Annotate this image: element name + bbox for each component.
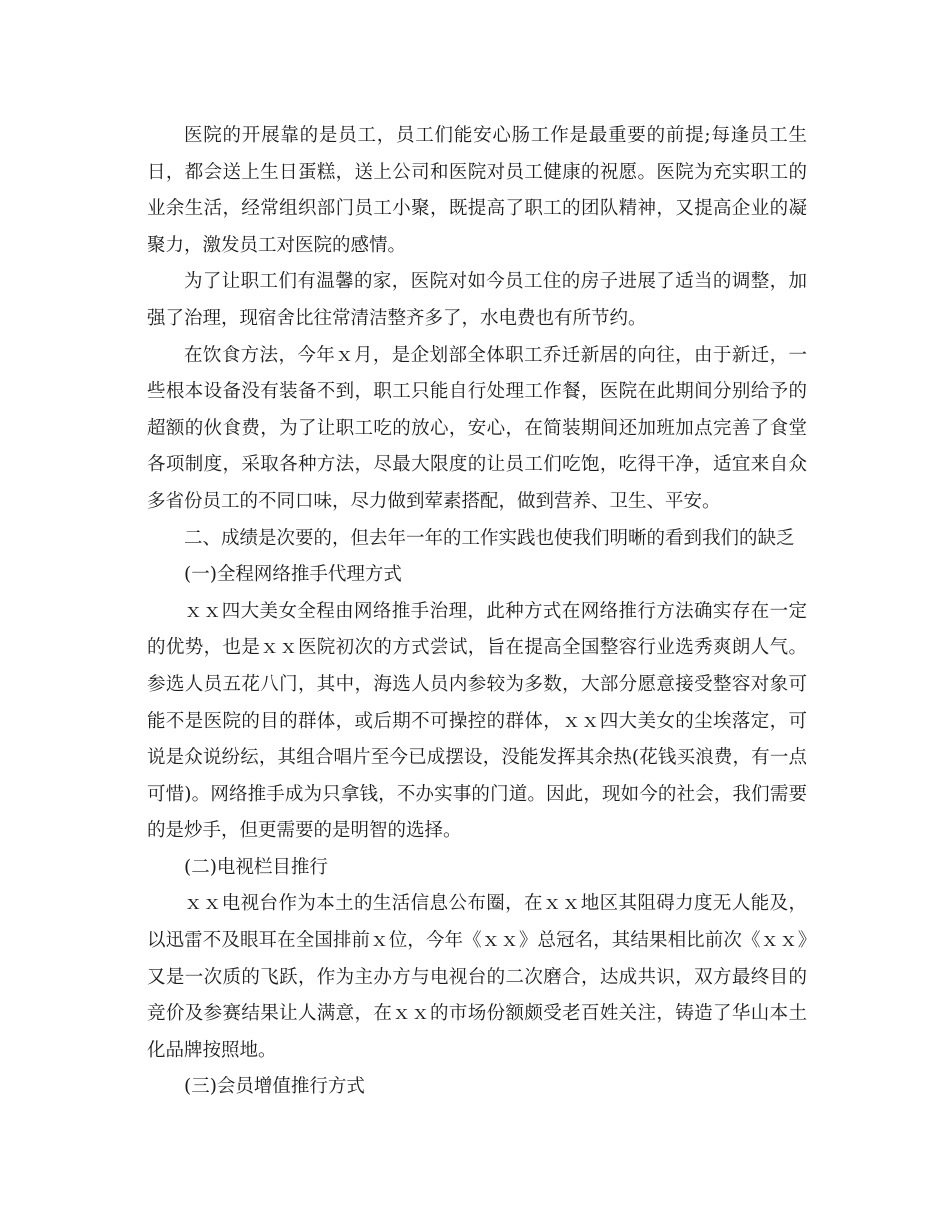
paragraph-network-promotion: ｘｘ四大美女全程由网络推手治理，此种方式在网络推行方法确实存在一定的优势，也是ｘｘ医院初次的方式尝试，旨在提高全国整容行业选秀爽朗人气。参选人员五花八门，其中，海选人员内参较为多数，大部分愿意接受整容对象可能不是医院的目的群体，或后期不可操控的群体，ｘｘ四大美女的尘埃落定，可说是众说纷纭，其组合唱片至今已成摆设，没能发挥其余热(花钱买浪费，有一点可惜)。网络推手成为只拿钱，不办实事的门道。因此，现如今的社会，我们需要的是炒手，但更需要的是明智的选择。: [147, 600, 807, 842]
paragraph-catering: 在饮食方法，今年ｘ月，是企划部全体职工乔迁新居的向往，由于新迁，一些根本设备没有装备不到，职工只能自行处理工作餐，医院在此期间分别给予的超额的伙食费，为了让职工吃的放心，安心，在简装期间还加班加点完善了食堂各项制度，采取各种方法，尽最大限度的让员工们吃饱，吃得干净，适宜来自众多省份员工的不同口味，尽力做到荤素搭配，做到营养、卫生、平安。: [147, 344, 807, 512]
subheading-network-promotion: (一)全程网络推手代理方式: [184, 564, 402, 586]
document-body: [147, 118, 807, 1106]
paragraph-housing: 为了让职工们有温馨的家，医院对如今员工住的房子进展了适当的调整，加强了治理，现宿舍比往常清洁整齐多了，水电费也有所节约。: [147, 271, 807, 329]
subheading-member-promotion: (三)会员增值推行方式: [184, 1076, 365, 1098]
paragraph-tv-promotion: ｘｘ电视台作为本土的生活信息公布圈，在ｘｘ地区其阻碍力度无人能及，以迅雷不及眼耳在全国排前ｘ位，今年《ｘｘ》总冠名，其结果相比前次《ｘｘ》又是一次质的飞跃，作为主办方与电视台的二次磨合，达成共识，双方最终目的竞价及参赛结果让人满意，在ｘｘ的市场份额颇受老百姓关注，铸造了华山本土化品牌按照地。: [147, 893, 807, 1061]
subheading-tv-promotion: (二)电视栏目推行: [184, 856, 328, 878]
section-heading-shortcomings: 二、成绩是次要的，但去年一年的工作实践也使我们明晰的看到我们的缺乏: [184, 527, 795, 549]
paragraph-staff-welfare: 医院的开展靠的是员工，员工们能安心肠工作是最重要的前提;每逢员工生日，都会送上生日蛋糕，送上公司和医院对员工健康的祝愿。医院为充实职工的业余生活，经常组织部门员工小聚，既提高了职工的团队精神，又提高企业的凝聚力，激发员工对医院的感情。: [147, 125, 807, 256]
